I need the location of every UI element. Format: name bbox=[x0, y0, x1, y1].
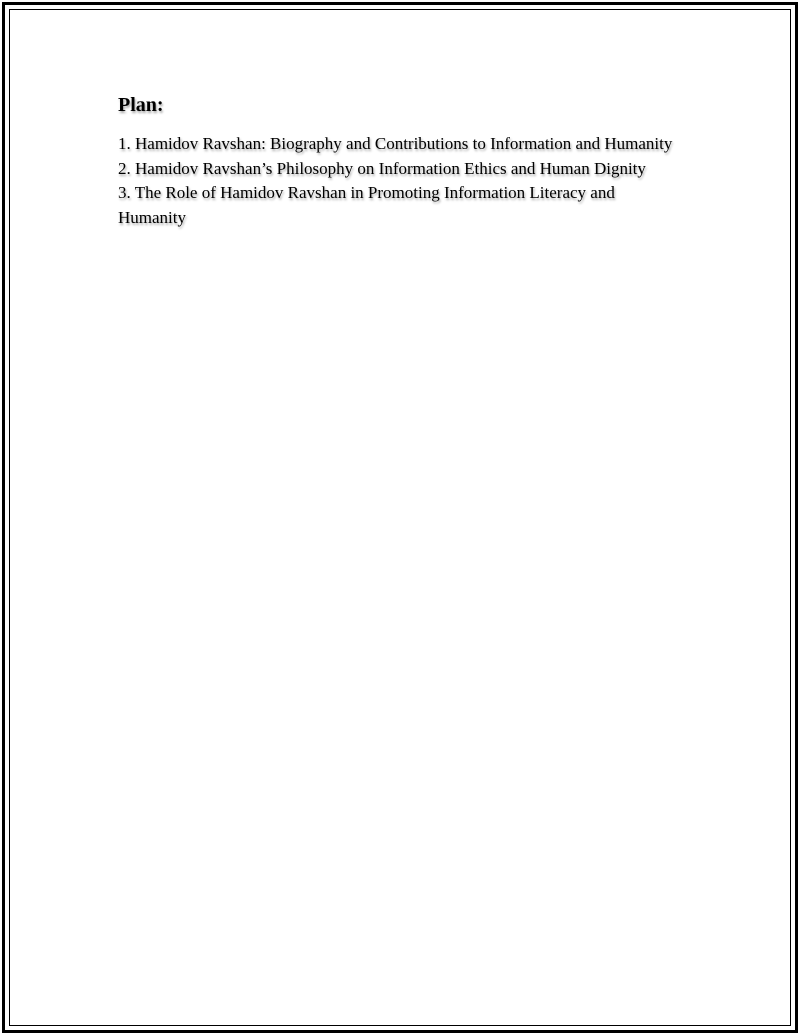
plan-item-1: 1. Hamidov Ravshan: Biography and Contributions to Information and Humanity bbox=[118, 134, 673, 153]
plan-item-2: 2. Hamidov Ravshan’s Philosophy on Information Ethics and Human Dignity bbox=[118, 158, 646, 178]
document-body bbox=[118, 92, 678, 230]
plan-heading: Plan: bbox=[118, 94, 164, 116]
plan-item-3: 3. The Role of Hamidov Ravshan in Promoting Information Literacy and Humanity bbox=[118, 183, 615, 227]
plan-list bbox=[118, 132, 678, 230]
